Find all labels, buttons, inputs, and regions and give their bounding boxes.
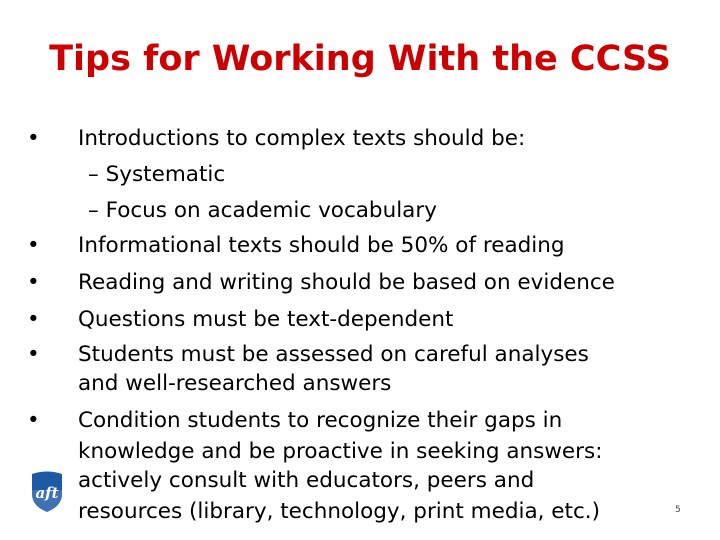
bullet-questions: Questions must be text-dependent [78, 307, 454, 332]
sub-bullet-marker: – [88, 162, 99, 187]
bullet-marker: • [27, 233, 40, 258]
bullet-students-assessed-line-1: Students must be assessed on careful analyses [78, 342, 589, 367]
sub-bullet-academic-vocabulary [88, 198, 437, 224]
bullet-marker: • [27, 307, 40, 332]
sub-bullet-label: Systematic [105, 162, 226, 187]
bullet-condition-students-line-1: Condition students to recognize their gaps in [78, 408, 563, 433]
bullet-marker: • [27, 342, 40, 367]
sub-bullet-label: Focus on academic vocabulary [105, 198, 437, 223]
logo-text: aft [35, 484, 59, 502]
bullet-reading-writing: Reading and writing should be based on evidence [78, 270, 615, 295]
aft-logo-icon [24, 470, 70, 514]
bullet-informational-texts: Informational texts should be 50% of reading [78, 233, 565, 258]
bullet-marker: • [27, 408, 40, 433]
bullet-condition-students-line-4: resources (library, technology, print media, etc.) [78, 499, 600, 524]
slide-number: 5 [675, 505, 681, 515]
bullet-marker: • [27, 270, 40, 295]
slide-title: Tips for Working With the CCSS [49, 39, 671, 79]
bullet-students-assessed-line-2: and well-researched answers [78, 371, 392, 396]
sub-bullet-systematic [88, 162, 225, 188]
bullet-condition-students-line-2: knowledge and be proactive in seeking answers: [78, 439, 603, 464]
bullet-marker: • [27, 126, 40, 151]
sub-bullet-marker: – [88, 198, 99, 223]
bullet-introductions: Introductions to complex texts should be: [78, 126, 526, 151]
bullet-condition-students-line-3: actively consult with educators, peers and [78, 468, 535, 493]
